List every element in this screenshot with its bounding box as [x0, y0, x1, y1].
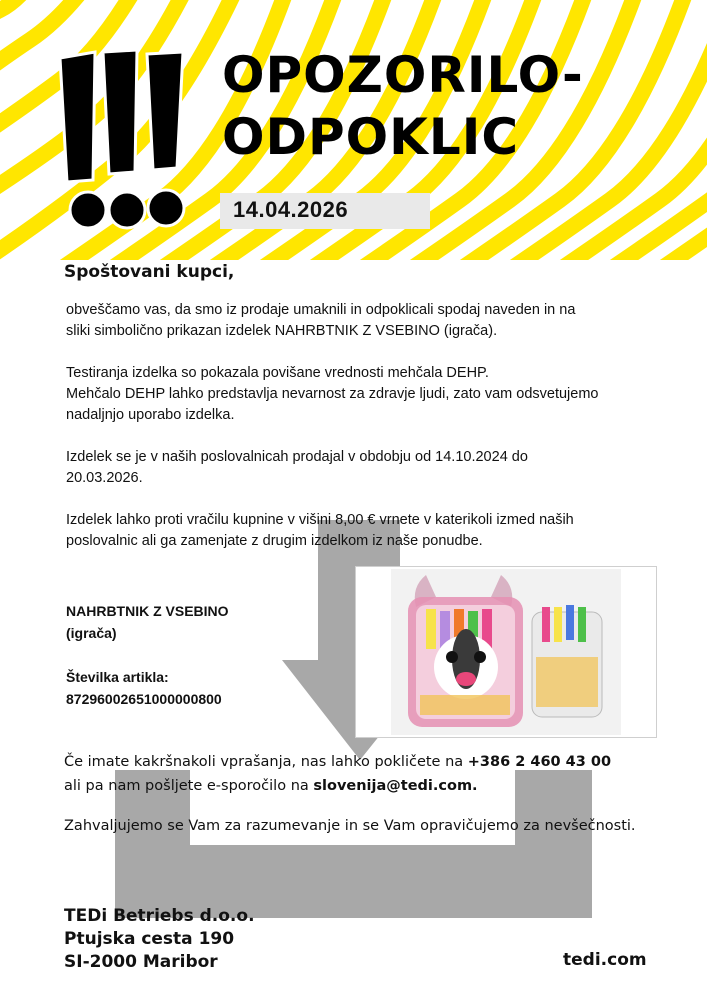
greeting: Spoštovani kupci, [64, 262, 235, 282]
paragraph-line: nadaljnjo uporabo izdelka. [66, 407, 235, 423]
company-address [64, 905, 255, 974]
article-label: Številka artikla: [66, 669, 169, 685]
paragraph-line: obveščamo vas, da smo iz prodaje umaknili in odpoklicali spodaj naveden in na [66, 302, 576, 318]
phone-number[interactable]: +386 2 460 43 00 [467, 754, 612, 770]
paragraph-sales-period [66, 447, 666, 489]
product-subtitle: (igrača) [66, 625, 117, 641]
article-number: 87296002651000000800 [66, 691, 222, 707]
contact-text: Če imate kakršnakoli vprašanja, nas lahko pokličete na [64, 754, 468, 770]
website-link[interactable]: tedi.com [563, 950, 647, 970]
paragraph-line: 20.03.2026. [66, 470, 143, 486]
title-line-2: ODPOKLIC [222, 108, 520, 166]
contact-text: ali pa nam pošljete e-sporočilo na [64, 778, 314, 794]
paragraph-refund [66, 510, 666, 552]
article-info [66, 666, 222, 710]
paragraph-testing [66, 363, 666, 426]
email-link[interactable]: slovenija@tedi.com. [313, 778, 478, 794]
backpack-illustration [408, 575, 523, 727]
paragraph-line: Testiranja izdelka so pokazala povišane vrednosti mehčala DEHP. [66, 365, 489, 381]
product-photo [355, 566, 657, 738]
contact-info [64, 750, 611, 798]
paragraph-line: Izdelek lahko proti vračilu kupnine v višini 8,00 € vrnete v katerikoli izmed naših [66, 512, 574, 528]
title-line-1: OPOZORILO- [222, 46, 584, 104]
thanks-text: Zahvaljujemo se Vam za razumevanje in se Vam opravičujemo za nevšečnosti. [64, 818, 636, 834]
paragraph-line: Izdelek se je v naših poslovalnicah prodajal v obdobju od 14.10.2024 do [66, 449, 528, 465]
company-name: TEDi Betriebs d.o.o. [64, 906, 255, 926]
paragraph-intro [66, 300, 666, 342]
paragraph-line: Mehčalo DEHP lahko predstavlja nevarnost za zdravje ljudi, zato vam odsvetujemo [66, 386, 599, 402]
contact-line-email [64, 774, 611, 798]
product-name: NAHRBTNIK Z VSEBINO [66, 603, 229, 619]
paragraph-line: sliki simbolično prikazan izdelek NAHRBTNIK Z VSEBINO (igrača). [66, 323, 498, 339]
recall-date: 14.04.2026 [233, 197, 349, 222]
pencil-case-illustration [532, 605, 602, 717]
contact-line-phone [64, 750, 611, 774]
paragraph-line: poslovalnic ali ga zamenjate z drugim izdelkom iz naše ponudbe. [66, 533, 483, 549]
company-city: SI-2000 Maribor [64, 952, 218, 972]
company-street: Ptujska cesta 190 [64, 929, 235, 949]
product-info [66, 600, 229, 644]
